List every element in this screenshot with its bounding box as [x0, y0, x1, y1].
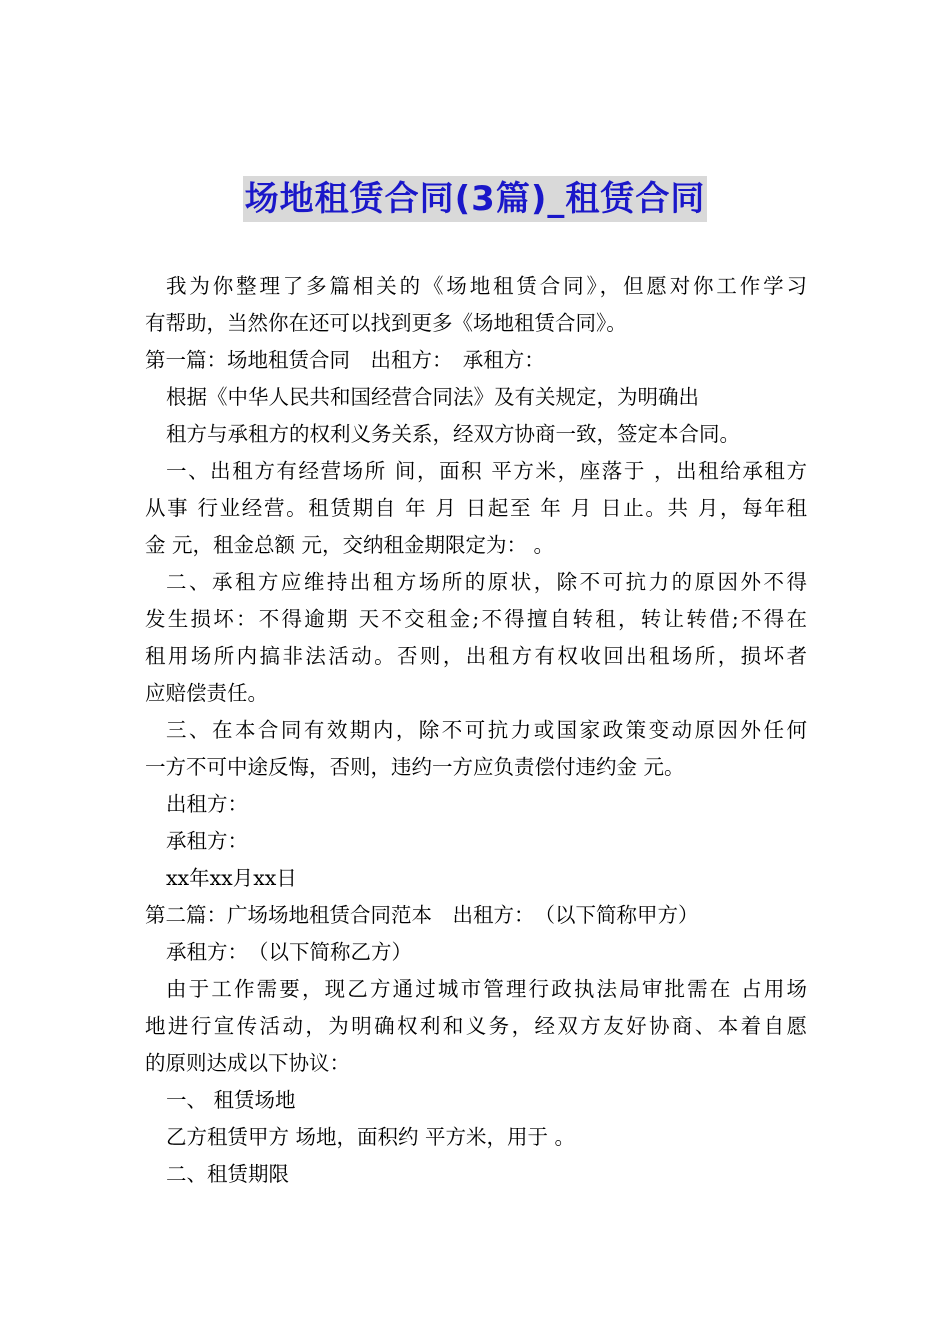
text-line: 地进行宣传活动，为明确权利和义务，经双方友好协商、本着自愿 — [145, 1014, 807, 1038]
text-line: 一方不可中途反悔，否则，违约一方应负责偿付违约金 元。 — [145, 755, 685, 779]
text-line: 三、在本合同有效期内，除不可抗力或国家政策变动原因外任何 — [166, 718, 807, 742]
text-line: 第二篇：广场场地租赁合同范本 出租方： （以下简称甲方） — [145, 903, 699, 927]
text-line: 租用场所内搞非法活动。否则，出租方有权收回出租场所，损坏者 — [145, 644, 807, 668]
text-line: 承租方： — [166, 829, 248, 853]
text-line: 由于工作需要，现乙方通过城市管理行政执法局审批需在 占用场 — [166, 977, 807, 1001]
text-line: 二、租赁期限 — [166, 1162, 289, 1186]
text-line: 的原则达成以下协议： — [145, 1051, 350, 1075]
text-line: 我为你整理了多篇相关的《场地租赁合同》，但愿对你工作学习 — [166, 274, 807, 298]
text-line: 一、 租赁场地 — [166, 1088, 296, 1112]
text-line: 有帮助，当然你在还可以找到更多《场地租赁合同》。 — [145, 311, 627, 335]
text-line: 一、出租方有经营场所 间，面积 平方米，座落于 ，出租给承租方 — [166, 459, 807, 483]
text-line: 出租方： — [166, 792, 248, 816]
text-line: 承租方： （以下简称乙方） — [166, 940, 412, 964]
text-line: 第一篇：场地租赁合同 出租方： 承租方： — [145, 348, 545, 372]
text-line: 乙方租赁甲方 场地，面积约 平方米，用于 。 — [166, 1125, 576, 1149]
text-line: 从事 行业经营。租赁期自 年 月 日起至 年 月 日止。共 月，每年租 — [145, 496, 807, 520]
text-line: xx年xx月xx日 — [166, 866, 297, 890]
text-line: 金 元，租金总额 元，交纳租金期限定为： 。 — [145, 533, 555, 557]
document-title: 场地租赁合同(3篇)_租赁合同 — [243, 176, 708, 222]
text-line: 根据《中华人民共和国经营合同法》及有关规定，为明确出 — [166, 385, 699, 409]
title-container — [0, 176, 950, 222]
text-line: 二、承租方应维持出租方场所的原状，除不可抗力的原因外不得 — [166, 570, 807, 594]
document-body — [145, 268, 807, 1193]
text-line: 租方与承租方的权利义务关系，经双方协商一致，签定本合同。 — [166, 422, 740, 446]
text-line: 应赔偿责任。 — [145, 681, 268, 705]
text-line: 发生损坏：不得逾期 天不交租金;不得擅自转租，转让转借;不得在 — [145, 607, 807, 631]
